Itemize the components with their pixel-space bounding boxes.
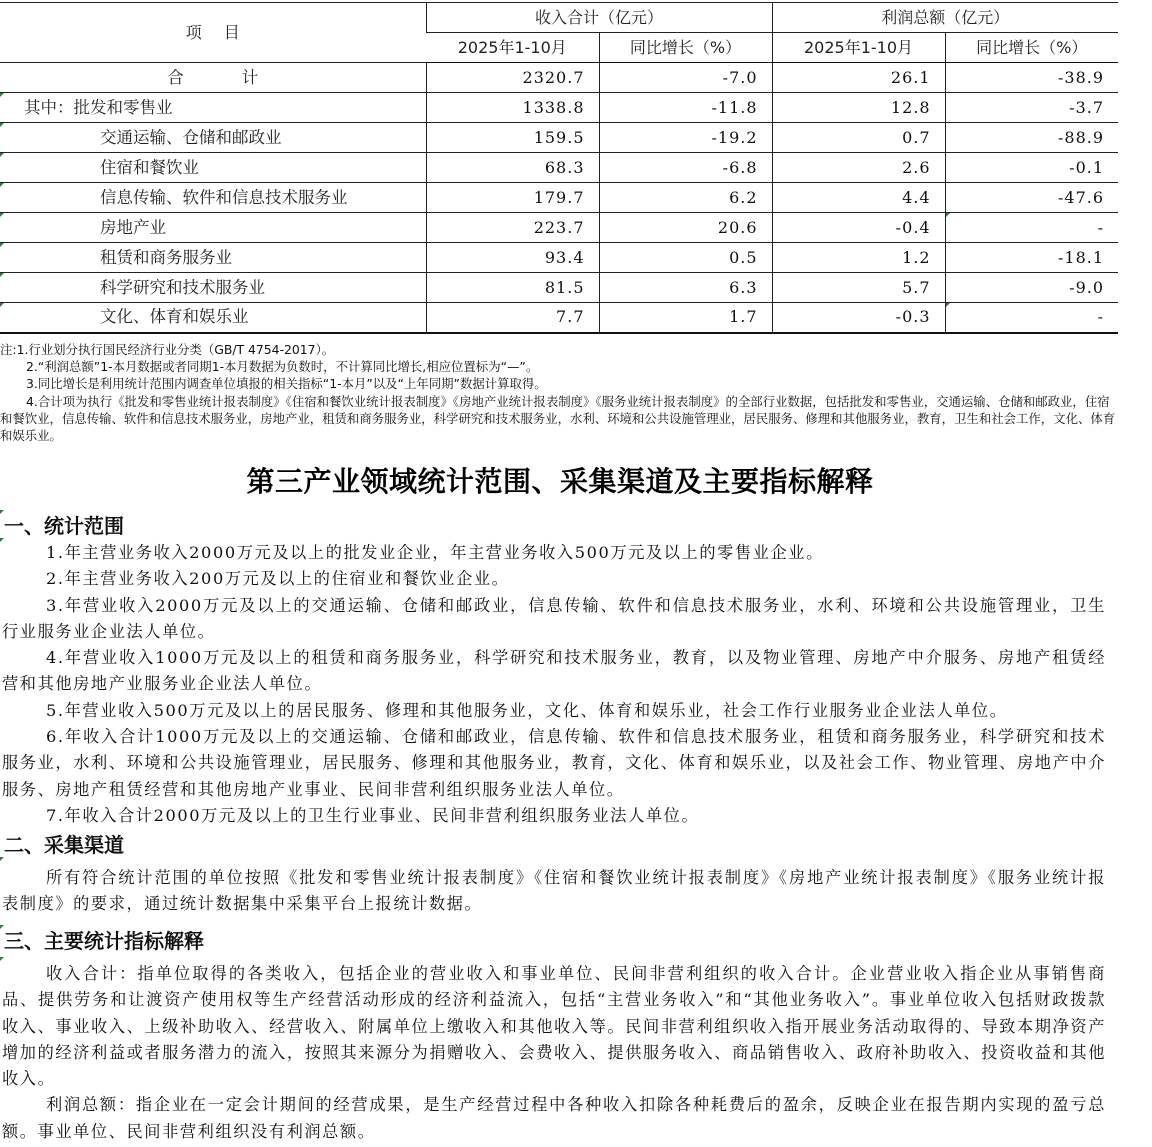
row-label: 住宿和餐饮业: [0, 153, 426, 183]
scope-item-7: 7.年收入合计2000万元及以上的卫生行业事业、民间非营利组织服务业法人单位。: [46, 805, 700, 825]
profit-value: 26.1: [772, 63, 945, 93]
cell-marker-icon: [0, 857, 4, 861]
scope-item-4: 4.年营业收入1000万元及以上的租赁和商务服务业，科学研究和技术服务业，教育，以及物业管理、房地产中介服务、房地产租赁经营和其他房地产业服务业企业法人单位。: [2, 648, 1106, 694]
profit-yoy-value: -: [945, 303, 1118, 333]
statistics-table: [0, 2, 1118, 334]
channels-paragraph: 所有符合统计范围的单位按照《批发和零售业统计报表制度》《住宿和餐饮业统计报表制度》《房地产业统计报表制度》《服务业统计报表制度》的要求，通过统计数据集中采集平台上报统计数据。: [2, 868, 1106, 914]
profit-yoy-value: -9.0: [945, 273, 1118, 303]
revenue-yoy-value: 1.7: [599, 303, 772, 333]
profit-value: 1.2: [772, 243, 945, 273]
revenue-yoy-value: -7.0: [599, 63, 772, 93]
profit-yoy-value: -38.9: [945, 63, 1118, 93]
revenue-yoy-value: 0.5: [599, 243, 772, 273]
profit-yoy-value: -18.1: [945, 243, 1118, 273]
table-row: [0, 213, 1118, 243]
scope-item-5: 5.年营业收入500万元及以上的居民服务、修理和其他服务业，文化、体育和娱乐业，社会工作行业服务业企业法人单位。: [46, 700, 1008, 720]
revenue-value: 93.4: [426, 243, 599, 273]
row-label: 信息传输、软件和信息技术服务业: [0, 183, 426, 213]
header-revenue-period: 2025年1-10月: [426, 33, 599, 63]
scope-item-1: 1.年主营业务收入2000万元及以上的批发业企业，年主营业务收入500万元及以上的零售业企业。: [46, 543, 824, 562]
header-item: 项目: [0, 3, 426, 63]
revenue-yoy-value: -19.2: [599, 123, 772, 153]
revenue-value: 223.7: [426, 213, 599, 243]
section-body-channels: [2, 865, 1106, 918]
profit-yoy-value: -47.6: [945, 183, 1118, 213]
table-row: [0, 273, 1118, 303]
profit-value: 0.7: [772, 123, 945, 153]
revenue-yoy-value: 6.3: [599, 273, 772, 303]
profit-value: 5.7: [772, 273, 945, 303]
indicator-profit: 利润总额：指企业在一定会计期间的经营成果，是生产经营过程中各种收入扣除各种耗费后的盈余，反映企业在报告期内实现的盈亏总额。事业单位、民间非营利组织没有利润总额。: [2, 1095, 1106, 1141]
profit-value: -0.3: [772, 303, 945, 333]
note-3: 3.同比增长是利用统计范围内调查单位填报的相关指标“1-本月”以及“上年同期”数据计算取得。: [26, 376, 547, 392]
table-row: [0, 303, 1118, 333]
header-profit-period: 2025年1-10月: [772, 33, 945, 63]
profit-value: 2.6: [772, 153, 945, 183]
table-row: [0, 93, 1118, 123]
note-1: 注:1.行业划分执行国民经济行业分类（GB/T 4754-2017）。: [0, 342, 335, 357]
profit-yoy-value: -0.1: [945, 153, 1118, 183]
row-label: 其中：批发和零售业: [0, 93, 426, 123]
table-row: [0, 183, 1118, 213]
revenue-value: 7.7: [426, 303, 599, 333]
table-row: [0, 123, 1118, 153]
indicator-revenue: 收入合计：指单位取得的各类收入，包括企业的营业收入和事业单位、民间非营利组织的收入合计。企业营业收入指企业从事销售商品、提供劳务和让渡资产使用权等生产经营活动形成的经济利益流入，包括“主营业务收入”和“其他业务收入”。事业单位收入包括财政拨款收入、事业收入、上级补助收入、经营收入、附属单位上缴收入和其他收入等。民间非营利组织收入指开展业务活动取得的、导致本期净资产增加的经济利益或者服务潜力的流入，按照其来源分为捐赠收入、会费收入、提供服务收入、商品销售收入、政府补助收入、投资收益和其他收入。: [2, 964, 1106, 1089]
header-revenue-yoy: 同比增长（%）: [599, 33, 772, 63]
revenue-value: 159.5: [426, 123, 599, 153]
profit-value: 4.4: [772, 183, 945, 213]
row-label: 房地产业: [0, 213, 426, 243]
revenue-yoy-value: 20.6: [599, 213, 772, 243]
scope-item-3: 3.年营业收入2000万元及以上的交通运输、仓储和邮政业，信息传输、软件和信息技术服务业，水利、环境和公共设施管理业，卫生行业服务业企业法人单位。: [2, 595, 1106, 641]
row-label: 租赁和商务服务业: [0, 243, 426, 273]
table-row-total: [0, 63, 1118, 93]
profit-yoy-value: -3.7: [945, 93, 1118, 123]
revenue-value: 1338.8: [426, 93, 599, 123]
table-notes: [0, 341, 1120, 444]
section-heading-scope: 一、统计范围: [4, 514, 124, 538]
section-heading-indicators: 三、主要统计指标解释: [4, 929, 204, 953]
revenue-value: 2320.7: [426, 63, 599, 93]
profit-yoy-value: -88.9: [945, 123, 1118, 153]
revenue-value: 81.5: [426, 273, 599, 303]
table-row: [0, 243, 1118, 273]
table-header-row-1: [0, 3, 1118, 33]
revenue-yoy-value: -11.8: [599, 93, 772, 123]
revenue-value: 179.7: [426, 183, 599, 213]
header-revenue-group: 收入合计（亿元）: [426, 3, 772, 33]
header-profit-group: 利润总额（亿元）: [772, 3, 1118, 33]
section-body-indicators: [2, 961, 1106, 1145]
note-2: 2.“利润总额”1-本月数据或者同期1-本月数据为负数时，不计算同比增长,相应位置标为“—”。: [26, 359, 539, 375]
table-row: [0, 153, 1118, 183]
document-title: 第三产业领域统计范围、采集渠道及主要指标解释: [246, 465, 874, 498]
header-profit-yoy: 同比增长（%）: [945, 33, 1118, 63]
scope-item-6: 6.年收入合计1000万元及以上的交通运输、仓储和邮政业，信息传输、软件和信息技术服务业，租赁和商务服务业，科学研究和技术服务业，水利、环境和公共设施管理业，居民服务、修理和其他服务业，教育，文化、体育和娱乐业，以及社会工作、物业管理、房地产中介服务、房地产租赁经营和其他房地产业事业、民间非营利组织服务业法人单位。: [2, 727, 1106, 799]
revenue-yoy-value: 6.2: [599, 183, 772, 213]
revenue-value: 68.3: [426, 153, 599, 183]
row-label: 交通运输、仓储和邮政业: [0, 123, 426, 153]
row-label: 科学研究和技术服务业: [0, 273, 426, 303]
revenue-yoy-value: -6.8: [599, 153, 772, 183]
section-body-scope: [2, 540, 1106, 829]
profit-value: 12.8: [772, 93, 945, 123]
scope-item-2: 2.年主营业务收入200万元及以上的住宿业和餐饮业企业。: [46, 569, 510, 589]
row-label: 合计: [0, 63, 426, 93]
section-heading-channels: 二、采集渠道: [4, 833, 124, 857]
profit-yoy-value: -: [945, 213, 1118, 243]
row-label: 文化、体育和娱乐业: [0, 303, 426, 333]
profit-value: -0.4: [772, 213, 945, 243]
note-4: 4.合计项为执行《批发和零售业统计报表制度》《住宿和餐饮业统计报表制度》《房地产业统计报表制度》《服务业统计报表制度》的全部行业数据，包括批发和零售业，交通运输、仓储和邮政业，住宿和餐饮业，信息传输、软件和信息技术服务业，房地产业，租赁和商务服务业，科学研究和技术服务业，水利、环境和公共设施管理业，居民服务、修理和其他服务业，教育，卫生和社会工作，文化、体育和娱乐业。: [0, 393, 1116, 444]
